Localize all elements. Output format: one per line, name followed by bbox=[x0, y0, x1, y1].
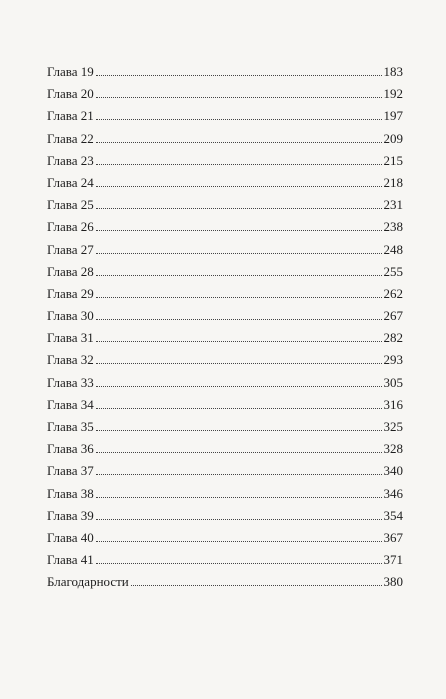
dot-leader bbox=[96, 341, 382, 342]
toc-entry bbox=[47, 283, 403, 305]
toc-entry-page-number: 293 bbox=[383, 352, 403, 368]
dot-leader bbox=[96, 319, 382, 320]
toc-entry-page-number: 371 bbox=[383, 552, 403, 568]
dot-leader bbox=[96, 452, 382, 453]
toc-entry-page-number: 262 bbox=[383, 285, 403, 301]
toc-entry bbox=[47, 416, 403, 438]
toc-entry bbox=[47, 239, 403, 261]
toc-entry-page-number: 267 bbox=[383, 308, 403, 324]
dot-leader bbox=[96, 474, 382, 475]
toc-entry-page-number: 192 bbox=[383, 86, 403, 102]
toc-entry bbox=[47, 483, 403, 505]
toc-entry bbox=[47, 83, 403, 105]
dot-leader bbox=[96, 430, 382, 431]
toc-entry-page-number: 282 bbox=[383, 330, 403, 346]
toc-entry-title: Глава 32 bbox=[47, 352, 94, 368]
dot-leader bbox=[96, 386, 382, 387]
toc-entry bbox=[47, 505, 403, 527]
toc-entry bbox=[47, 372, 403, 394]
toc-entry bbox=[47, 549, 403, 571]
toc-entry-page-number: 215 bbox=[383, 152, 403, 168]
dot-leader bbox=[131, 585, 382, 586]
toc-entry-page-number: 255 bbox=[383, 263, 403, 279]
toc-entry-page-number: 340 bbox=[383, 463, 403, 479]
toc-entry-title: Глава 41 bbox=[47, 552, 94, 568]
toc-entry-title: Глава 24 bbox=[47, 174, 94, 190]
toc-entry-title: Глава 25 bbox=[47, 197, 94, 213]
toc-entry-title: Глава 31 bbox=[47, 330, 94, 346]
toc-entry-title: Глава 30 bbox=[47, 308, 94, 324]
toc-entry-title: Глава 29 bbox=[47, 285, 94, 301]
toc-entry-title: Глава 22 bbox=[47, 130, 94, 146]
dot-leader bbox=[96, 253, 382, 254]
toc-entry-page-number: 183 bbox=[383, 64, 403, 79]
toc-entry bbox=[47, 150, 403, 172]
dot-leader bbox=[96, 208, 382, 209]
toc-entry-title: Глава 37 bbox=[47, 463, 94, 479]
toc-entry-page-number: 367 bbox=[383, 529, 403, 545]
toc-entry-title: Глава 23 bbox=[47, 152, 94, 168]
toc-entry-page-number: 248 bbox=[383, 241, 403, 257]
toc-entry-title: Глава 40 bbox=[47, 529, 94, 545]
toc-entry bbox=[47, 128, 403, 150]
dot-leader bbox=[96, 75, 382, 76]
toc-entry bbox=[47, 527, 403, 549]
toc-entry-title: Глава 27 bbox=[47, 241, 94, 257]
toc-entry bbox=[47, 349, 403, 371]
dot-leader bbox=[96, 563, 382, 564]
dot-leader bbox=[96, 142, 382, 143]
dot-leader bbox=[96, 97, 382, 98]
toc-entry bbox=[47, 61, 403, 83]
toc-entry-page-number: 316 bbox=[383, 396, 403, 412]
toc-entry bbox=[47, 571, 403, 593]
toc-entry-page-number: 346 bbox=[383, 485, 403, 501]
dot-leader bbox=[96, 541, 382, 542]
toc-entry bbox=[47, 394, 403, 416]
toc-entry-title: Глава 21 bbox=[47, 108, 94, 124]
toc-entry-title: Глава 26 bbox=[47, 219, 94, 235]
toc-entry-title: Благодарности bbox=[47, 574, 129, 590]
toc-entry bbox=[47, 194, 403, 216]
toc-entry-title: Глава 20 bbox=[47, 86, 94, 102]
toc-entry-title: Глава 36 bbox=[47, 441, 94, 457]
toc-entry-page-number: 328 bbox=[383, 441, 403, 457]
toc-entry-title: Глава 39 bbox=[47, 507, 94, 523]
toc-entry-title: Глава 35 bbox=[47, 419, 94, 434]
dot-leader bbox=[96, 408, 382, 409]
toc-entry bbox=[47, 460, 403, 482]
table-of-contents bbox=[47, 61, 403, 594]
dot-leader bbox=[96, 497, 382, 498]
toc-entry bbox=[47, 172, 403, 194]
toc-entry bbox=[47, 105, 403, 127]
toc-entry-page-number: 238 bbox=[383, 219, 403, 235]
toc-entry-title: Глава 38 bbox=[47, 485, 94, 501]
toc-entry-page-number: 209 bbox=[383, 130, 403, 146]
toc-entry bbox=[47, 327, 403, 349]
toc-entry-page-number: 380 bbox=[383, 574, 403, 590]
toc-entry bbox=[47, 438, 403, 460]
toc-entry-page-number: 325 bbox=[383, 419, 403, 434]
toc-entry-page-number: 197 bbox=[383, 108, 403, 124]
dot-leader bbox=[96, 297, 382, 298]
toc-entry-title: Глава 28 bbox=[47, 263, 94, 279]
toc-entry bbox=[47, 305, 403, 327]
toc-entry bbox=[47, 216, 403, 238]
toc-entry-page-number: 354 bbox=[383, 507, 403, 523]
toc-entry-page-number: 305 bbox=[383, 374, 403, 390]
dot-leader bbox=[96, 119, 382, 120]
toc-entry-title: Глава 19 bbox=[47, 64, 94, 79]
toc-entry-title: Глава 34 bbox=[47, 396, 94, 412]
dot-leader bbox=[96, 275, 382, 276]
toc-entry bbox=[47, 261, 403, 283]
toc-entry-title: Глава 33 bbox=[47, 374, 94, 390]
dot-leader bbox=[96, 519, 382, 520]
dot-leader bbox=[96, 230, 382, 231]
toc-entry-page-number: 218 bbox=[383, 174, 403, 190]
dot-leader bbox=[96, 164, 382, 165]
dot-leader bbox=[96, 363, 382, 364]
toc-entry-page-number: 231 bbox=[383, 197, 403, 213]
dot-leader bbox=[96, 186, 382, 187]
